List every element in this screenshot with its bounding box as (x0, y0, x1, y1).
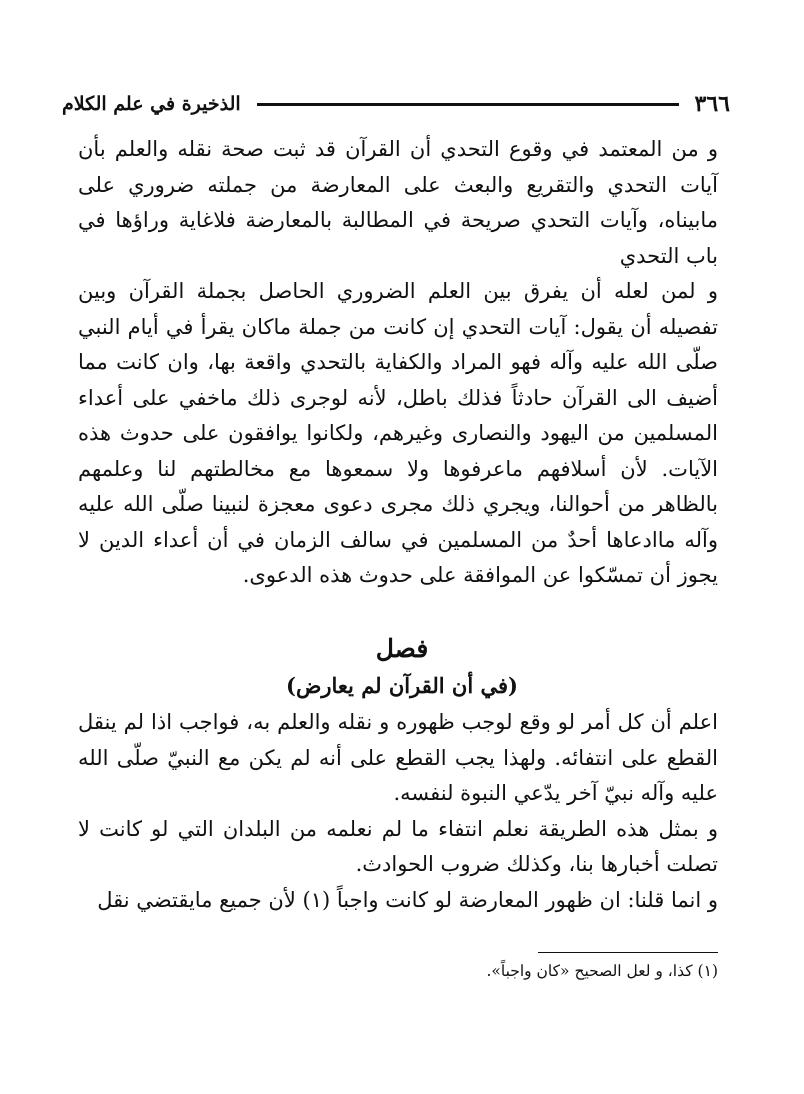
section-subtitle: (في أن القرآن لم يعارض) (286, 673, 518, 698)
paragraph: و لمن لعله أن يفرق بين العلم الضروري الحاصل بجملة القرآن وبين تفصيله أن يقول: آيات التحدي إن كانت من جملة ماكان يقرأ في أيام النبي صلّى الله عليه وآله فهو المراد والكفاية بالتحدي واقعة بها، وان كانت مما أضيف الى القرآن حادثاً فذلك باطل، لأنه لوجرى ذلك ماخفي على أعداء المسلمين من اليهود والنصارى وغيرهم، ولكانوا يوافقون على حدوث هذه الآيات. لأن أسلافهم ماعرفوها ولا سمعوها مع مخالطتهم لنا وعلمهم بالظاهر من أحوالنا، ويجري ذلك مجرى دعوى معجزة لنبينا صلّى الله عليه وآله ماادعاها أحدٌ من المسلمين في سالف الزمان في أن أعداء الدين لا يجوز أن تمسّكوا عن الموافقة على حدوث هذه الدعوى. (78, 279, 718, 587)
paragraph: و بمثل هذه الطريقة نعلم انتفاء ما لم نعلمه من البلدان التي لو كانت لا تصلت أخبارها بنا، وكذلك ضروب الحوادث. (78, 816, 718, 876)
body-block-top (78, 132, 718, 594)
body-block-bottom (78, 705, 718, 918)
header-rule (257, 103, 679, 106)
paragraph: و من المعتمد في وقوع التحدي أن القرآن قد ثبت صحة نقله والعلم بأن آيات التحدي والتقريع والبعث على المعارضة من جملته ضروري على مابيناه، وآيات التحدي صريحة في المطالبة بالمعارضة فلاغاية وراؤها في باب التحدي (78, 137, 718, 268)
paragraph: اعلم أن كل أمر لو وقع لوجب ظهوره و نقله والعلم به، فواجب اذا لم ينقل القطع على انتفائه. ولهذا يجب القطع على أنه لم يكن مع النبيّ صلّى الله عليه وآله نبيّ آخر يدّعي النبوة لنفسه. (78, 710, 718, 805)
paragraph: و انما قلنا: ان ظهور المعارضة لو كانت واجباً (١) لأن جميع مايقتضي نقل (97, 887, 718, 912)
footnote: (١) كذا، و لعل الصحيح «كان واجباً». (486, 962, 718, 980)
page-number: ٣٦٦ (694, 91, 730, 117)
book-title: الذخيرة في علم الكلام (62, 93, 241, 115)
running-header (62, 84, 730, 124)
footnote-rule (538, 952, 718, 953)
section-title: فصل (375, 634, 429, 663)
